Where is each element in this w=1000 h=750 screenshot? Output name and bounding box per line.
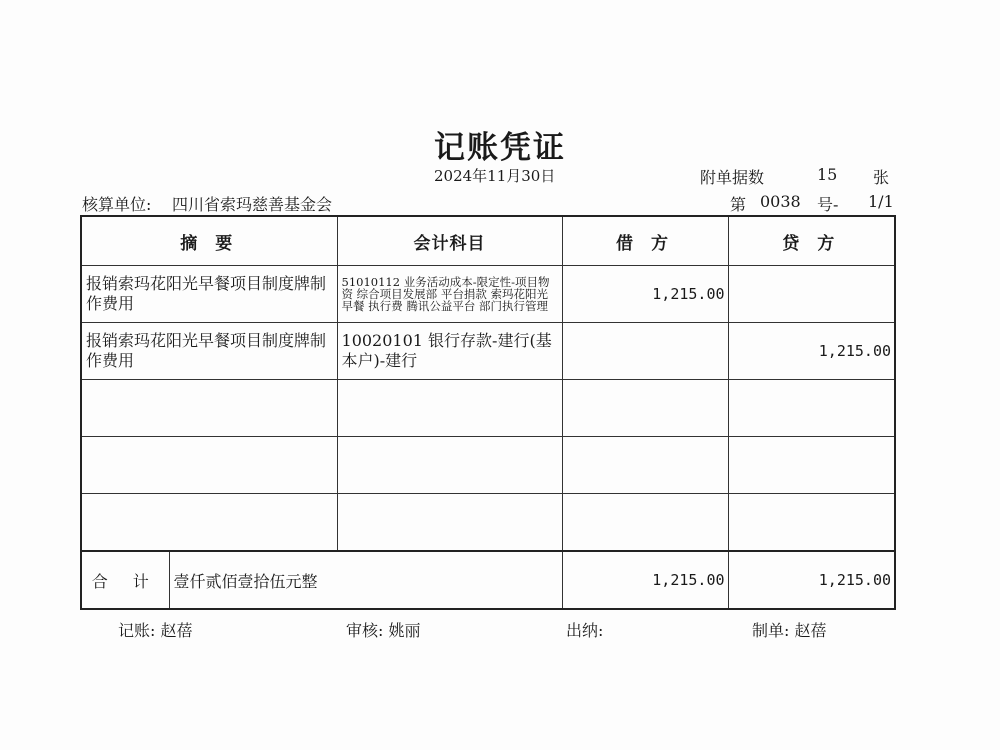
bookkeeper-signature: 记账: 赵蓓	[118, 621, 193, 640]
entry-credit: 1,215.00	[728, 323, 895, 380]
reviewer-signature: 审核: 姚丽	[346, 621, 421, 640]
total-debit: 1,215.00	[562, 551, 728, 609]
entry-account: 51010112 业务活动成本-限定性-项目物资 综合项目发展部 平台捐款 索玛花阳光早餐 执行费 腾讯公益平台 部门执行管理	[337, 266, 562, 323]
entry-account: 10020101 银行存款-建行(基本户)-建行	[337, 323, 562, 380]
total-label: 合 计	[81, 551, 169, 609]
total-credit: 1,215.00	[728, 551, 895, 609]
attachments-label: 附单据数	[700, 168, 765, 187]
total-amount-words: 壹仟贰佰壹拾伍元整	[169, 551, 562, 609]
table-row	[81, 323, 895, 380]
unit-label: 核算单位:	[82, 195, 152, 214]
voucher-table	[80, 215, 896, 610]
cashier-signature: 出纳:	[566, 621, 604, 640]
entry-debit: 1,215.00	[562, 266, 728, 323]
voucher-title: 记账凭证	[434, 130, 566, 166]
unit-name: 四川省索玛慈善基金会	[172, 195, 333, 214]
empty-row	[81, 494, 895, 552]
attachments-count: 15	[817, 165, 838, 184]
empty-row	[81, 437, 895, 494]
voucher-page: 1/1	[868, 192, 894, 211]
preparer-signature: 制单: 赵蓓	[752, 621, 827, 640]
column-account: 会计科目	[337, 216, 562, 266]
entry-summary: 报销索玛花阳光早餐项目制度牌制作费用	[81, 266, 337, 323]
table-header-row	[81, 216, 895, 266]
voucher-number-prefix: 第	[730, 195, 747, 214]
column-summary: 摘 要	[81, 216, 337, 266]
voucher-number-suffix: 号-	[817, 195, 839, 214]
entry-summary: 报销索玛花阳光早餐项目制度牌制作费用	[81, 323, 337, 380]
entry-credit	[728, 266, 895, 323]
empty-row	[81, 380, 895, 437]
total-row	[81, 551, 895, 609]
entry-debit	[562, 323, 728, 380]
voucher-date: 2024年11月30日	[434, 167, 556, 185]
column-credit: 贷 方	[728, 216, 895, 266]
voucher-number: 0038	[760, 192, 801, 211]
attachments-unit: 张	[873, 168, 890, 187]
column-debit: 借 方	[562, 216, 728, 266]
table-row	[81, 266, 895, 323]
